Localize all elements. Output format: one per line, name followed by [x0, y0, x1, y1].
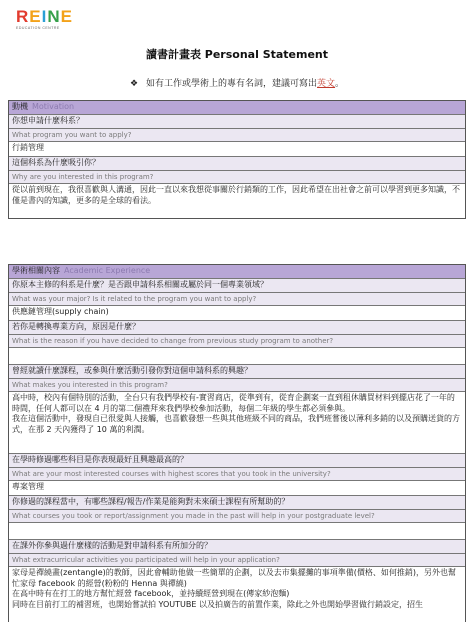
answer-paragraph: 同時在目前打工的補習班，也開始嘗試拍 YOUTUBE 以及拍廣告的前置作業，除此之外也開始學習做行銷設定，招生 — [12, 599, 423, 609]
page-title: 讀書計畫表 Personal Statement — [145, 48, 329, 61]
question-row: 曾經就讀什麼課程，或參與什麼活動引發你對這個申請科系的興趣？ — [9, 365, 465, 379]
answer-cell[interactable] — [9, 523, 465, 540]
section-header-academic — [9, 265, 465, 279]
question-hint: What program you want to apply? — [9, 129, 465, 142]
question-row: 在學時修過哪些科目是你表現最好且興趣最高的？ — [9, 454, 465, 468]
logo-letter: E — [60, 7, 73, 26]
question-row: 你原本主修的科系是什麼？是否跟申請科系相關或屬於同一個專業領域？ — [9, 279, 465, 293]
section-header-motivation — [9, 101, 465, 115]
logo-wordmark — [16, 8, 86, 25]
question-row: 這個科系為什麼吸引你？ — [9, 157, 465, 171]
question-hint: What is the reason if you have decided to change from previous study program to another? — [9, 335, 465, 348]
question-hint: Why are you interested in this program? — [9, 171, 465, 184]
question-hint: What are your most interested courses with highest scores that you took in the university? — [9, 468, 465, 481]
answer-paragraph: 家母是禪繞畫(zentangle)的教師，因此會輔助他做一些簡單的企劃，以及去市集擺攤的事項準備(價格、如何推銷)，另外也幫忙家母 facebook 的經營(粉粉的 Henna 與禪繞) — [12, 568, 457, 588]
question-hint: What courses you took or report/assignment you made in the past will help in your postgraduate level? — [9, 510, 465, 523]
question-hint: What makes you interested in this program? — [9, 379, 465, 392]
reine-logo — [16, 8, 86, 32]
answer-cell[interactable] — [9, 348, 465, 365]
question-row: 你修過的課程當中，有哪些課程/報告/作業是能夠對未來碩士課程有所幫助的？ — [9, 496, 465, 510]
answer-paragraph: 我在這個活動中，發現自已很愛與人接觸，也喜歡發想一些與其他班級不同的商品，我們班嘗後以薄利多銷的以及預購送貨的方式，在那 2 天內獲得了 10 萬的利潤。 — [12, 414, 460, 434]
motivation-table — [8, 100, 466, 219]
diamond-bullet-icon: ❖ — [129, 79, 139, 89]
section-header-label: 學術相關內容 — [12, 266, 60, 275]
answer-paragraph: 在高中時有在打工的地方幫忙經營 facebook，並持續經營到現在(傳家紗泡麵) — [12, 589, 290, 599]
answer-paragraph: 高中時，校內有個特別的活動，全台只有我們學校有-實習商店，從準到有，從育企劃案一直到租休購買材料到擺店花了一年的時間，任何人都可以在 4 月的第二個禮拜來我們學校參加活動，每個二年級的學生都必須參與。 — [12, 393, 455, 413]
answer-cell[interactable] — [9, 567, 465, 622]
logo-letter: E — [29, 7, 42, 26]
note-line — [0, 76, 474, 89]
question-hint: What extracurricular activities you participated will help in your application? — [9, 554, 465, 567]
question-row: 你想申請什麼科系？ — [9, 115, 465, 129]
answer-cell[interactable]: 從以前到現在，我很喜歡與人溝通，因此一直以來我想從事關於行銷類的工作，因此希望在出社會之前可以學習到更多知識，不僅是書內的知識，更多的是全球的看法。 — [9, 184, 465, 218]
answer-cell[interactable]: 專案管理 — [9, 481, 465, 496]
answer-cell[interactable]: 行銷管理 — [9, 142, 465, 157]
answer-cell[interactable] — [9, 392, 465, 454]
logo-letter: N — [47, 7, 61, 26]
logo-letter: R — [16, 7, 30, 26]
question-row: 在課外你參與過什麼樣的活動是對申請科系有所加分的？ — [9, 540, 465, 554]
section-header-en: Academic Experience — [64, 266, 151, 275]
logo-tagline: EDUCATION CENTRE — [16, 26, 60, 30]
note-text: 如有工作或學術上的專有名詞，建議可寫出 — [146, 79, 318, 89]
section-header-label: 動機 — [12, 102, 28, 111]
note-end: 。 — [335, 79, 345, 89]
logo-letter: I — [41, 7, 48, 26]
academic-table — [8, 264, 466, 622]
section-header-en: Motivation — [32, 102, 75, 111]
question-row: 若你是轉換專業方向，原因是什麼？ — [9, 321, 465, 335]
question-hint: What was your major? Is it related to the program you want to apply? — [9, 293, 465, 306]
note-highlight: 英文 — [317, 79, 336, 89]
answer-cell[interactable]: 供應鏈管理(supply chain) — [9, 306, 465, 321]
